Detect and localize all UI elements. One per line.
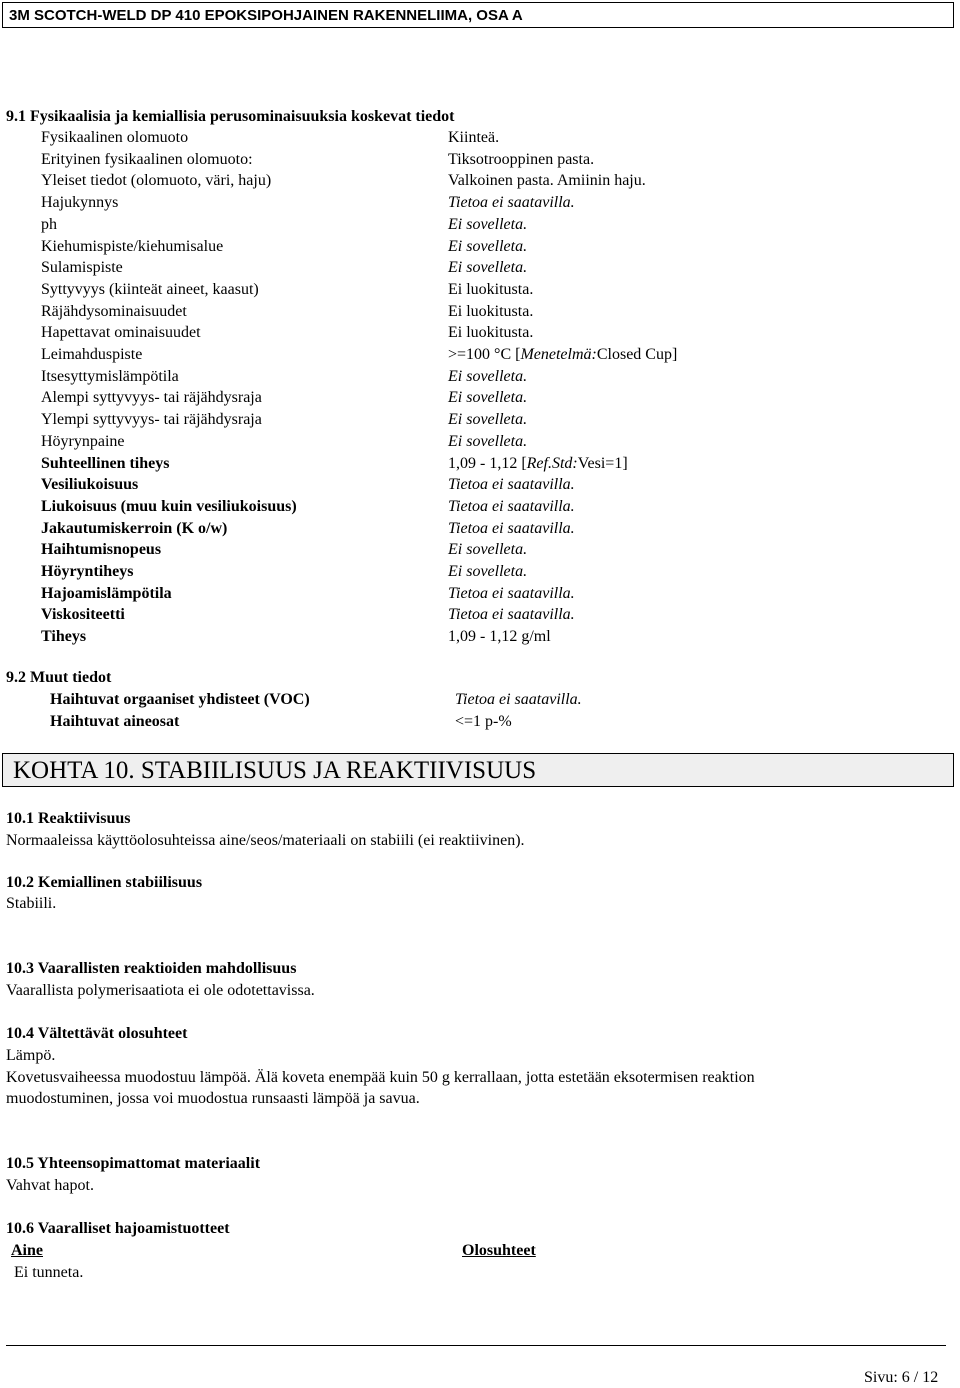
text-10-4-line3: muodostuminen, jossa voi muodostua runsaasti lämpöä ja savua. xyxy=(6,1090,420,1107)
voc-value: Tietoa ei saatavilla. xyxy=(455,691,582,708)
property-label: Vesiliukoisuus xyxy=(41,476,139,493)
property-value: Tietoa ei saatavilla. xyxy=(448,585,575,602)
property-value: Ei sovelleta. xyxy=(448,368,528,385)
voc-label: Haihtuvat orgaaniset yhdisteet (VOC) xyxy=(50,691,310,708)
property-label: Ylempi syttyvyys- tai räjähdysraja xyxy=(41,411,262,428)
property-value: Tietoa ei saatavilla. xyxy=(448,476,575,493)
property-label: Sulamispiste xyxy=(41,259,123,276)
property-value: Ei sovelleta. xyxy=(448,411,528,428)
property-value: Ei luokitusta. xyxy=(448,303,534,320)
property-value xyxy=(448,345,677,365)
property-value: Tietoa ei saatavilla. xyxy=(448,498,575,515)
property-value: Tietoa ei saatavilla. xyxy=(448,194,575,211)
heading-10-1: 10.1 Reaktiivisuus xyxy=(6,810,131,827)
property-label: Itsesyttymislämpötila xyxy=(41,368,179,385)
heading-10-6: 10.6 Vaaralliset hajoamistuotteet xyxy=(6,1220,230,1237)
property-value: Ei sovelleta. xyxy=(448,541,528,558)
property-value: Ei sovelleta. xyxy=(448,238,528,255)
property-label: Suhteellinen tiheys xyxy=(41,455,170,472)
property-value: Ei sovelleta. xyxy=(448,259,528,276)
property-value: Tietoa ei saatavilla. xyxy=(448,520,575,537)
property-value: Ei sovelleta. xyxy=(448,563,528,580)
text-10-4-line1: Lämpö. xyxy=(6,1047,56,1064)
property-label: Hajoamislämpötila xyxy=(41,585,172,602)
section-10-title: KOHTA 10. STABIILISUUS JA REAKTIIVISUUS xyxy=(13,757,537,784)
property-label: Syttyvyys (kiinteät aineet, kaasut) xyxy=(41,281,259,298)
property-label: Hapettavat ominaisuudet xyxy=(41,324,201,341)
value-tail: Vesi=1] xyxy=(577,455,628,472)
property-value: Ei sovelleta. xyxy=(448,389,528,406)
document-header xyxy=(2,2,954,28)
value-tail: Closed Cup] xyxy=(596,346,678,363)
property-label: Alempi syttyvyys- tai räjähdysraja xyxy=(41,389,262,406)
document-title: 3M SCOTCH-WELD DP 410 EPOKSIPOHJAINEN RAKENNELIIMA, OSA A xyxy=(9,7,523,24)
volatile-value: <=1 p-% xyxy=(455,713,512,730)
property-value: Tietoa ei saatavilla. xyxy=(448,606,575,623)
text-10-4-line2: Kovetusvaiheessa muodostuu lämpöä. Älä koveta enempää kuin 50 g kerrallaan, jotta estetään eksotermisen reaktion xyxy=(6,1069,755,1086)
property-value: Valkoinen pasta. Amiinin haju. xyxy=(448,172,646,189)
property-label: Liukoisuus (muu kuin vesiliukoisuus) xyxy=(41,498,297,515)
property-label: Viskositeetti xyxy=(41,606,125,623)
property-label: Höyrynpaine xyxy=(41,433,125,450)
section-9-2-title: 9.2 Muut tiedot xyxy=(6,669,112,686)
property-label: Hajukynnys xyxy=(41,194,119,211)
text-10-5: Vahvat hapot. xyxy=(6,1177,94,1194)
property-value: Ei sovelleta. xyxy=(448,216,528,233)
decomposition-value: Ei tunneta. xyxy=(14,1264,84,1281)
property-label: ph xyxy=(41,216,57,233)
property-label: Höyryntiheys xyxy=(41,563,134,580)
heading-10-4: 10.4 Vältettävät olosuhteet xyxy=(6,1025,188,1042)
page-number: Sivu: 6 / 12 xyxy=(864,1369,939,1386)
property-label: Tiheys xyxy=(41,628,87,645)
column-header-olosuhteet: Olosuhteet xyxy=(462,1242,536,1259)
value-method: Ref.Std: xyxy=(526,455,578,472)
section-9-1-title: 9.1 Fysikaalisia ja kemiallisia perusominaisuuksia koskevat tiedot xyxy=(6,108,455,125)
property-label: Leimahduspiste xyxy=(41,346,143,363)
heading-10-5: 10.5 Yhteensopimattomat materiaalit xyxy=(6,1155,261,1172)
value-main: 1,09 - 1,12 [ xyxy=(448,455,527,472)
property-label: Räjähdysominaisuudet xyxy=(41,303,187,320)
section-10-header xyxy=(2,753,954,787)
text-10-1: Normaaleissa käyttöolosuhteissa aine/seos/materiaali on stabiili (ei reaktiivinen). xyxy=(6,832,525,849)
property-value: Ei luokitusta. xyxy=(448,324,534,341)
footer-divider xyxy=(6,1345,946,1346)
property-value: Kiinteä. xyxy=(448,129,500,146)
heading-10-2: 10.2 Kemiallinen stabiilisuus xyxy=(6,874,203,891)
property-label: Haihtumisnopeus xyxy=(41,541,162,558)
value-method: Menetelmä: xyxy=(520,346,597,363)
volatile-label: Haihtuvat aineosat xyxy=(50,713,180,730)
property-value xyxy=(448,454,628,474)
column-header-aine: Aine xyxy=(11,1242,43,1259)
property-value: Ei sovelleta. xyxy=(448,433,528,450)
value-main: >=100 °C [ xyxy=(448,346,521,363)
property-label: Yleiset tiedot (olomuoto, väri, haju) xyxy=(41,172,272,189)
property-value: Ei luokitusta. xyxy=(448,281,534,298)
property-label: Jakautumiskerroin (K o/w) xyxy=(41,520,228,537)
text-10-3: Vaarallista polymerisaatiota ei ole odotettavissa. xyxy=(6,982,315,999)
text-10-2: Stabiili. xyxy=(6,895,57,912)
property-label: Erityinen fysikaalinen olomuoto: xyxy=(41,151,253,168)
property-label: Kiehumispiste/kiehumisalue xyxy=(41,238,224,255)
property-label: Fysikaalinen olomuoto xyxy=(41,129,189,146)
property-value: 1,09 - 1,12 g/ml xyxy=(448,628,551,645)
property-value: Tiksotrooppinen pasta. xyxy=(448,151,595,168)
heading-10-3: 10.3 Vaarallisten reaktioiden mahdollisuus xyxy=(6,960,297,977)
